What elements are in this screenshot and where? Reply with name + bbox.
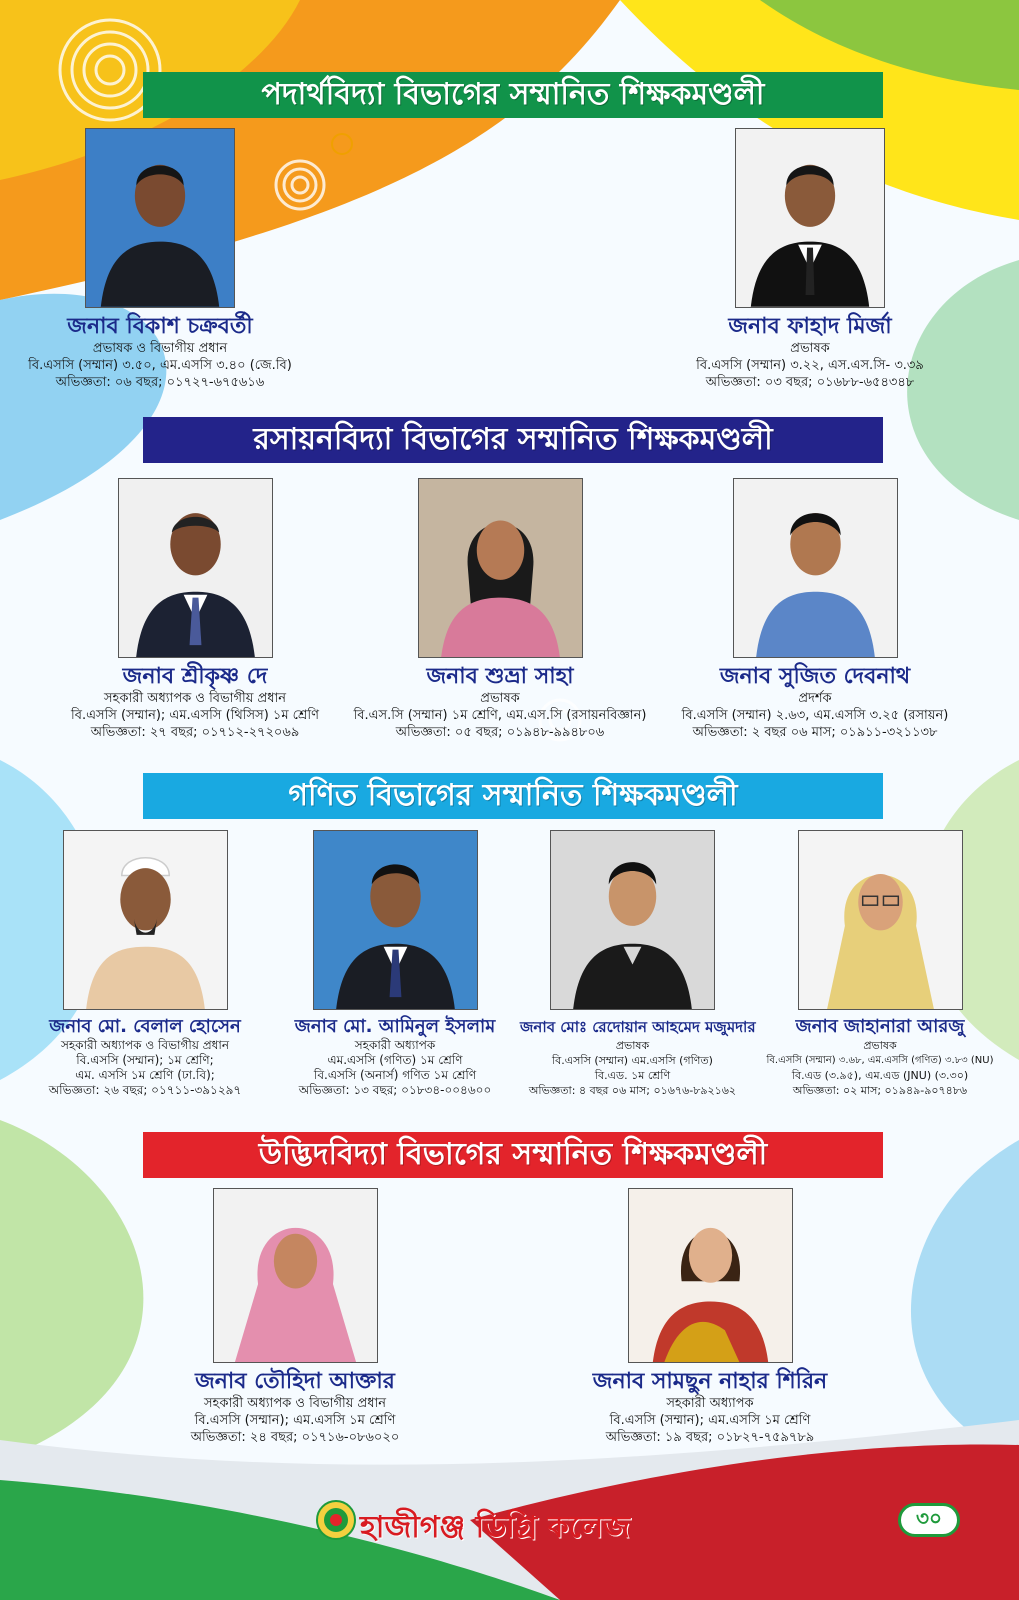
- teacher-qualification: বি.এসসি (সম্মান); এম.এসসি (থিসিস) ১ম শ্রেণি: [71, 708, 319, 723]
- teacher-designation: সহকারী অধ্যাপক: [666, 1396, 754, 1411]
- teacher-designation: প্রভাষক: [615, 1039, 650, 1052]
- math-banner: [143, 773, 883, 819]
- teacher-designation: প্রভাষক: [863, 1039, 897, 1052]
- teacher-card: [145, 1188, 445, 1446]
- teacher-card: [20, 830, 270, 1098]
- teacher-qualification: বি.এসসি (সম্মান); এম.এসসি ১ম শ্রেণি: [609, 1413, 811, 1428]
- teacher-photo: [550, 830, 715, 1010]
- teacher-card: [270, 830, 520, 1098]
- teacher-designation: প্রভাষক: [480, 691, 520, 706]
- teacher-photo: [85, 128, 235, 308]
- teacher-qualification: বি.এসসি (সম্মান) ২.৬৩, এম.এসসি ৩.২৫ (রসায়ন): [681, 708, 949, 723]
- teacher-experience: অভিজ্ঞতা: ১৩ বছর; ০১৮৩৪-০০৪৬০০: [298, 1083, 492, 1097]
- teacher-experience: অভিজ্ঞতা: ৪ বছর ০৬ মাস; ০১৬৭৬-৮৯২১৬২: [528, 1084, 737, 1097]
- teacher-designation: সহকারী অধ্যাপক ও বিভাগীয় প্রধান: [60, 1038, 230, 1052]
- teacher-card: [50, 478, 340, 741]
- teacher-qualification: বি.এসসি (অনার্স) গণিত ১ম শ্রেণি: [313, 1068, 477, 1082]
- teacher-photo: [63, 830, 228, 1010]
- teacher-designation: সহকারী অধ্যাপক: [354, 1038, 436, 1052]
- teacher-designation: প্রদর্শক: [798, 691, 832, 706]
- teacher-photo: [213, 1188, 378, 1363]
- physics-banner: [143, 72, 883, 118]
- teacher-card: [520, 830, 756, 1098]
- botany-title: উদ্ভিদবিদ্যা বিভাগের সম্মানিত শিক্ষকমণ্ডলী: [258, 1136, 768, 1172]
- teacher-photo: [418, 478, 583, 658]
- teacher-qualification: বি.এসসি (সম্মান) ৩.২২, এস.এস.সি- ৩.৩৯: [696, 358, 924, 373]
- page-number: ৩০: [898, 1503, 960, 1537]
- teacher-qualification: বি.এস.সি (সম্মান) ১ম শ্রেণি, এম.এস.সি (রসায়নবিজ্ঞান): [353, 708, 647, 723]
- teacher-experience: অভিজ্ঞতা: ২৪ বছর; ০১৭১৬-০৮৬০২০: [190, 1430, 400, 1445]
- teacher-experience: অভিজ্ঞতা: ০৬ বছর; ০১৭২৭-৬৭৫৬১৬: [55, 375, 265, 390]
- teacher-qualification: বি.এসসি (সম্মান) ৩.৬৮, এম.এসসি (গণিত) ৩.৮৩ (NU): [766, 1055, 994, 1066]
- teacher-photo: [798, 830, 963, 1010]
- teacher-experience: অভিজ্ঞতা: ১৯ বছর; ০১৮২৭-৭৫৯৭৮৯: [605, 1430, 815, 1445]
- teacher-qualification: এম.এসসি (গণিত) ১ম শ্রেণি: [327, 1053, 463, 1067]
- teacher-name: জনাব সুজিত দেবনাথ: [719, 664, 911, 689]
- teacher-qualification: বি.এসসি (সম্মান); এম.এসসি ১ম শ্রেণি: [194, 1413, 396, 1428]
- math-title: গণিত বিভাগের সম্মানিত শিক্ষকমণ্ডলী: [288, 777, 738, 813]
- teacher-card: [660, 128, 960, 391]
- teacher-name: জনাব মোঃ রেদোয়ান আহমেদ মজুমদার: [520, 1018, 756, 1036]
- teacher-photo: [628, 1188, 793, 1363]
- college-name: হাজীগঞ্জ ডিগ্রি কলেজ: [360, 1510, 631, 1545]
- teacher-designation: প্রভাষক ও বিভাগীয় প্রধান: [92, 341, 228, 356]
- teacher-card: [10, 128, 310, 391]
- chemistry-banner: [143, 417, 883, 463]
- teacher-designation: সহকারী অধ্যাপক ও বিভাগীয় প্রধান: [203, 1396, 387, 1411]
- teacher-card: [560, 1188, 860, 1446]
- teacher-name: জনাব মো. বেলাল হোসেন: [49, 1016, 241, 1037]
- teacher-card: [665, 478, 965, 741]
- teacher-name: জনাব বিকাশ চক্রবর্তী: [67, 314, 253, 339]
- teacher-card: [340, 478, 660, 741]
- teacher-designation: প্রভাষক: [790, 341, 830, 356]
- teacher-qualification: বি.এড. ১ম শ্রেণি: [594, 1069, 671, 1082]
- teacher-name: জনাব মো. আমিনুল ইসলাম: [294, 1016, 496, 1037]
- teacher-qualification: বি.এসসি (সম্মান) ৩.৫০, এম.এসসি ৩.৪০ (জে.বি): [28, 358, 292, 373]
- teacher-name: জনাব ফাহাদ মির্জা: [728, 314, 892, 339]
- physics-title: পদার্থবিদ্যা বিভাগের সম্মানিত শিক্ষকমণ্ডলী: [261, 76, 765, 112]
- teacher-photo: [118, 478, 273, 658]
- teacher-experience: অভিজ্ঞতা: ০২ মাস; ০১৯৪৯-৯০৭৪৮৬: [792, 1084, 968, 1097]
- teacher-experience: অভিজ্ঞতা: ২৭ বছর; ০১৭১২-২৭২০৬৯: [90, 725, 300, 740]
- teacher-name: জনাব সামছুন নাহার শিরিন: [592, 1369, 828, 1394]
- teacher-photo: [735, 128, 885, 308]
- teacher-experience: অভিজ্ঞতা: ২৬ বছর; ০১৭১১-৩৯১২৯৭: [48, 1083, 242, 1097]
- teacher-qualification: বি.এসসি (সম্মান); ১ম শ্রেণি;: [76, 1053, 214, 1067]
- teacher-photo: [313, 830, 478, 1010]
- teacher-name: জনাব শ্রীকৃষ্ণ দে: [122, 664, 268, 689]
- teacher-card: [745, 830, 1015, 1098]
- teacher-experience: অভিজ্ঞতা: ০৩ বছর; ০১৬৮৮-৬৫৪৩৪৮: [705, 375, 915, 390]
- teacher-experience: অভিজ্ঞতা: ২ বছর ০৬ মাস; ০১৯১১-৩২১১৩৮: [692, 725, 938, 740]
- teacher-qualification: বি.এসসি (সম্মান) এম.এসসি (গণিত): [552, 1054, 713, 1067]
- teacher-qualification: বি.এড (৩.৯৫), এম.এড (JNU) (৩.৩০): [791, 1069, 969, 1082]
- teacher-designation: সহকারী অধ্যাপক ও বিভাগীয় প্রধান: [103, 691, 287, 706]
- botany-banner: [143, 1132, 883, 1178]
- teacher-name: জনাব শুভ্রা সাহা: [426, 664, 574, 689]
- teacher-photo: [733, 478, 898, 658]
- teacher-qualification: এম. এসসি ১ম শ্রেণি (ঢা.বি);: [75, 1068, 215, 1082]
- college-seal-icon: [316, 1500, 356, 1540]
- teacher-name: জনাব তৌহিদা আক্তার: [195, 1369, 395, 1394]
- teacher-name: জনাব জাহানারা আরজু: [795, 1016, 965, 1037]
- teacher-experience: অভিজ্ঞতা: ০৫ বছর; ০১৯৪৮-৯৯৪৮০৬: [395, 725, 605, 740]
- chemistry-title: রসায়নবিদ্যা বিভাগের সম্মানিত শিক্ষকমণ্ডলী: [253, 421, 773, 457]
